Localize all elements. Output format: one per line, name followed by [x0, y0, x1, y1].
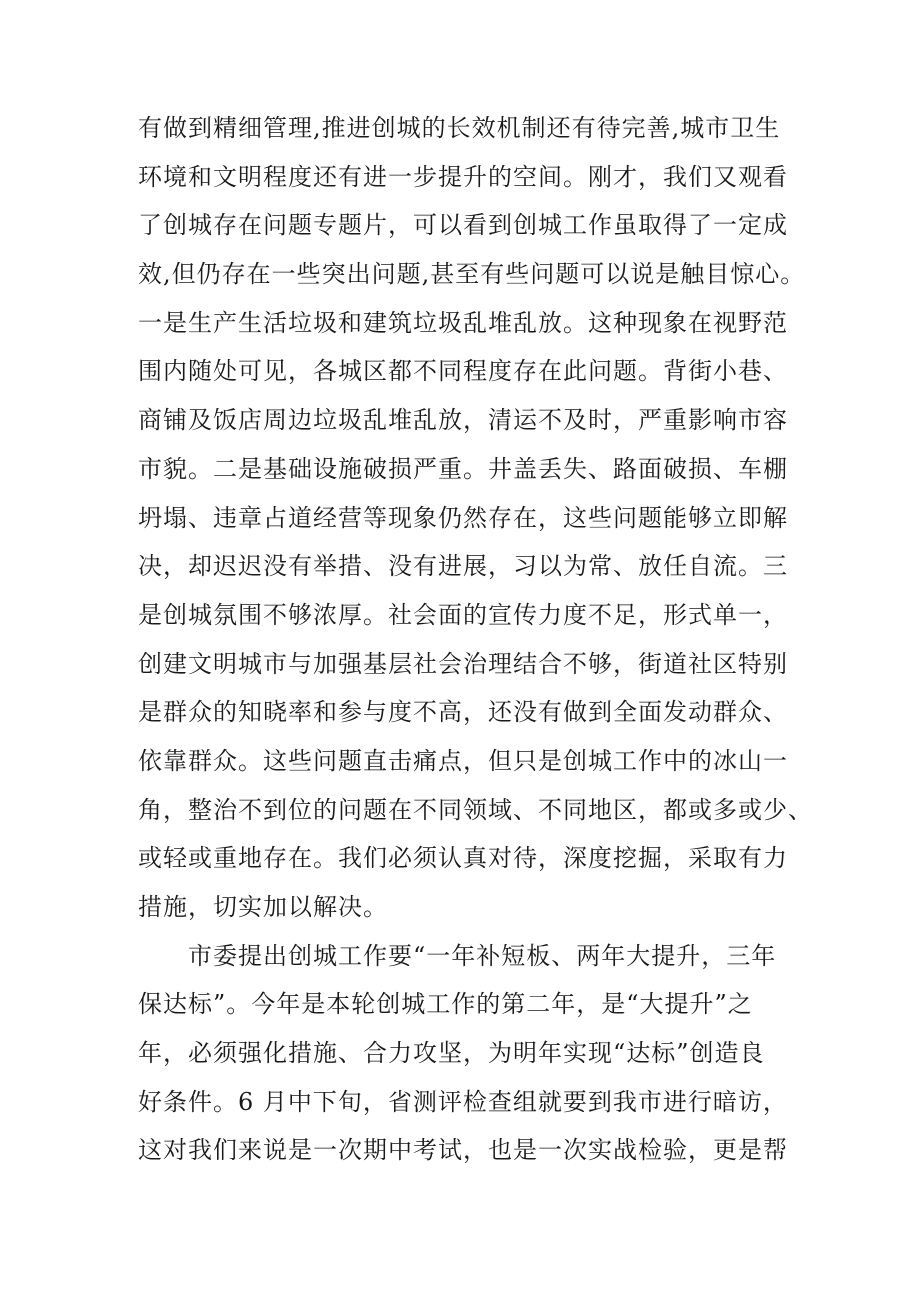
text-line: 有做到精细管理,推进创城的长效机制还有待完善,城市卫生 — [138, 114, 781, 142]
text-line: 或轻或重地存在。我们必须认真对待，深度挖掘，采取有力 — [138, 844, 788, 873]
text-line: 是创城氛围不够浓厚。社会面的宣传力度不足，形式单一， — [138, 600, 788, 629]
paragraph-2 — [138, 932, 802, 1175]
body-text — [138, 104, 813, 1175]
text-line: 环境和文明程度还有进一步提升的空间。刚才，我们又观看 — [138, 162, 788, 191]
text-line: 创建文明城市与加强基层社会治理结合不够，街道社区特别 — [138, 649, 788, 678]
text-line: 坍塌、违章占道经营等现象仍然存在，这些问题能够立即解 — [138, 503, 788, 532]
text-line: 效,但仍存在一些突出问题,甚至有些问题可以说是触目惊心。 — [138, 260, 806, 289]
text-line: 商铺及饭店周边垃圾乱堆乱放，清运不及时，严重影响市容 — [138, 406, 788, 435]
text-line: 好条件。6 月中下旬，省测评检查组就要到我市进行暗访， — [138, 1087, 788, 1116]
text-line: 决，却迟迟没有举措、没有进展，习以为常、放任自流。三 — [138, 552, 788, 581]
text-line: 角，整治不到位的问题在不同领域、不同地区，都或多或少、 — [138, 795, 813, 824]
text-line: 依靠群众。这些问题直击痛点，但只是创城工作中的冰山一 — [138, 746, 788, 775]
text-line: 围内随处可见，各城区都不同程度存在此问题。背街小巷、 — [138, 357, 788, 386]
text-line: 市貌。二是基础设施破损严重。井盖丢失、路面破损、车棚 — [138, 454, 788, 483]
text-line: 市委提出创城工作要“一年补短板、两年大提升，三年 — [188, 941, 777, 970]
text-line: 是群众的知晓率和参与度不高，还没有做到全面发动群众、 — [138, 698, 788, 727]
text-line: 一是生产生活垃圾和建筑垃圾乱堆乱放。这种现象在视野范 — [138, 308, 788, 337]
text-line: 这对我们来说是一次期中考试，也是一次实战检验，更是帮 — [138, 1136, 788, 1165]
text-line: 措施，切实加以解决。 — [138, 893, 388, 921]
text-line: 保达标”。今年是本轮创城工作的第二年，是“大提升”之 — [138, 990, 753, 1019]
text-line: 年，必须强化措施、合力攻坚，为明年实现“达标”创造良 — [138, 1039, 765, 1068]
text-line: 了创城存在问题专题片，可以看到创城工作虽取得了一定成 — [138, 211, 788, 240]
paragraph-1 — [138, 104, 813, 932]
